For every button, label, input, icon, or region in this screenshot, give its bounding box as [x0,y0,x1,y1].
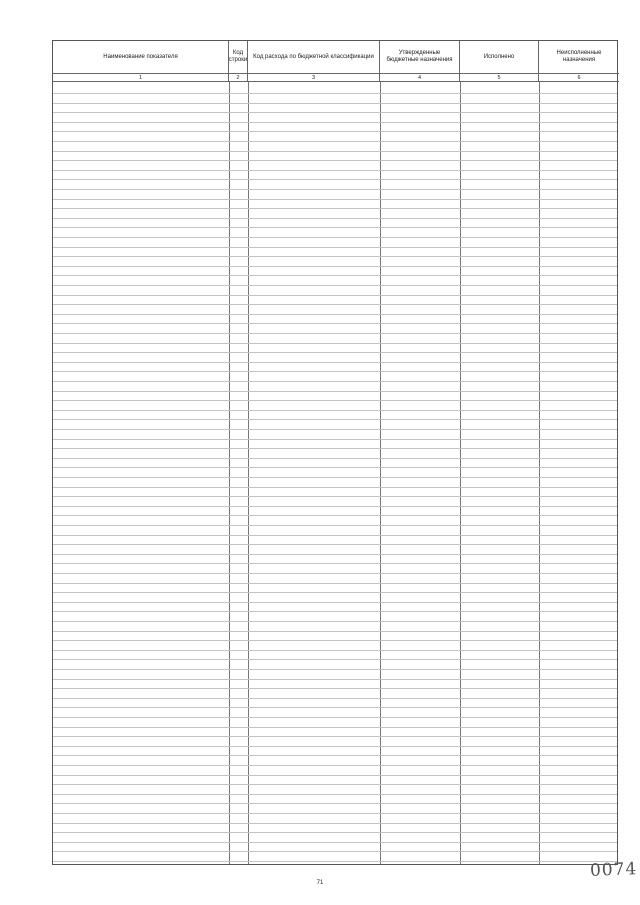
row-divider [53,746,617,747]
row-divider [53,650,617,651]
row-divider [53,861,617,862]
row-divider [53,573,617,574]
header-executed: Исполнено [460,41,539,73]
row-divider [53,851,617,852]
page-number: 71 [316,880,324,886]
row-divider [53,256,617,257]
row-divider [53,611,617,612]
row-divider [53,775,617,776]
row-divider [53,103,617,104]
row-divider [53,717,617,718]
row-divider [53,410,617,411]
row-divider [53,160,617,161]
row-divider [53,794,617,795]
row-divider [53,631,617,632]
row-divider [53,381,617,382]
row-divider [53,535,617,536]
row-divider [53,458,617,459]
row-divider [53,563,617,564]
row-divider [53,131,617,132]
column-number: 4 [380,73,460,82]
row-divider [53,247,617,248]
row-divider [53,679,617,680]
row-divider [53,343,617,344]
row-divider [53,765,617,766]
row-divider [53,151,617,152]
row-divider [53,487,617,488]
row-divider [53,419,617,420]
row-divider [53,525,617,526]
row-divider [53,813,617,814]
column-number: 2 [229,73,248,82]
row-divider [53,122,617,123]
row-divider [53,640,617,641]
row-divider [53,621,617,622]
header-name: Наименование показателя [53,41,229,73]
row-divider [53,784,617,785]
row-divider [53,93,617,94]
row-divider [53,429,617,430]
header-unexecuted: Неисполненные назначения [556,50,602,63]
row-divider [53,189,617,190]
row-divider [53,199,617,200]
row-divider [53,727,617,728]
row-divider [53,688,617,689]
row-divider [53,602,617,603]
row-divider [53,448,617,449]
row-divider [53,515,617,516]
row-divider [53,477,617,478]
row-divider [53,842,617,843]
row-divider [53,803,617,804]
row-divider [53,506,617,507]
header-budget-code: Код расхода по бюджетной классификации [248,41,380,73]
row-divider [53,170,617,171]
row-divider [53,592,617,593]
row-divider [53,227,617,228]
row-divider [53,362,617,363]
row-divider [53,304,617,305]
row-divider [53,295,617,296]
row-divider [53,141,617,142]
header-approved: Утвержденные бюджетные назначения [380,41,460,73]
handwritten-stamp: 0074 [589,859,638,881]
row-divider [53,275,617,276]
row-divider [53,544,617,545]
row-divider [53,707,617,708]
row-divider [53,323,617,324]
row-divider [53,698,617,699]
row-divider [53,333,617,334]
row-divider [53,583,617,584]
row-divider [53,832,617,833]
row-divider [53,755,617,756]
row-divider [53,285,617,286]
row-divider [53,371,617,372]
row-divider [53,391,617,392]
row-divider [53,823,617,824]
row-divider [53,208,617,209]
row-divider [53,467,617,468]
column-number: 1 [53,73,229,82]
row-divider [53,218,617,219]
row-divider [53,400,617,401]
row-divider [53,669,617,670]
column-number: 6 [539,73,619,82]
row-divider [53,112,617,113]
row-divider [53,736,617,737]
row-divider [53,554,617,555]
row-divider [53,439,617,440]
row-divider [53,314,617,315]
row-divider [53,266,617,267]
report-table [52,40,618,865]
column-number: 5 [460,73,539,82]
row-divider [53,237,617,238]
row-divider [53,352,617,353]
row-divider [53,496,617,497]
row-divider [53,659,617,660]
column-number: 3 [248,73,380,82]
header-line-code: Код строки [229,41,248,73]
row-divider [53,179,617,180]
